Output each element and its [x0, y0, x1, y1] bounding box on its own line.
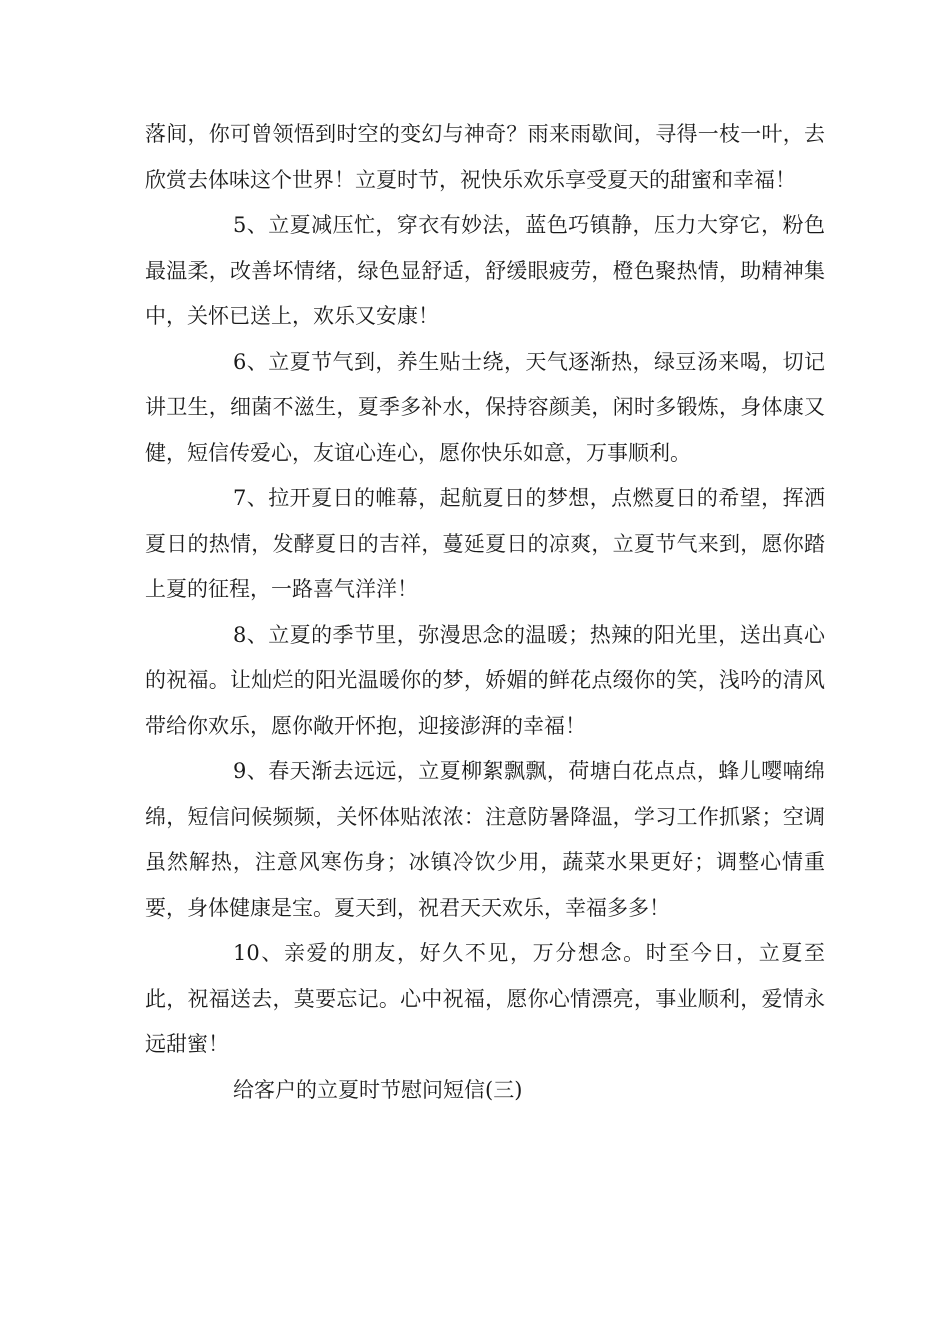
paragraph-continuation: 落间，你可曾领悟到时空的变幻与神奇？雨来雨歇间，寻得一枝一叶，去欣赏去体味这个世界！立夏时节，祝快乐欢乐享受夏天的甜蜜和幸福！: [145, 122, 825, 192]
section-heading: 给客户的立夏时节慰问短信(三): [233, 1077, 523, 1102]
paragraph-item-5: 5、立夏减压忙，穿衣有妙法，蓝色巧镇静，压力大穿它，粉色最温柔，改善坏情绪，绿色显舒适，舒缓眼疲劳，橙色聚热情，助精神集中，关怀已送上，欢乐又安康！: [145, 213, 825, 328]
document-body: [145, 112, 825, 1113]
paragraph-item-6: 6、立夏节气到，养生贴士绕，天气逐渐热，绿豆汤来喝，切记讲卫生，细菌不滋生，夏季多补水，保持容颜美，闲时多锻炼，身体康又健，短信传爱心，友谊心连心，愿你快乐如意，万事顺利。: [145, 349, 825, 465]
paragraph-item-10: 10、亲爱的朋友，好久不见，万分想念。时至今日，立夏至此，祝福送去，莫要忘记。心中祝福，愿你心情漂亮，事业顺利，爱情永远甜蜜！: [145, 941, 825, 1056]
paragraph-item-9: 9、春天渐去远远，立夏柳絮飘飘，荷塘白花点点，蜂儿嘤喃绵绵，短信问候频频，关怀体贴浓浓：注意防暑降温，学习工作抓紧；空调虽然解热，注意风寒伤身；冰镇冷饮少用，蔬菜水果更好；调整心情重要，身体健康是宝。夏天到，祝君天天欢乐，幸福多多！: [145, 759, 825, 920]
paragraph-item-7: 7、拉开夏日的帷幕，起航夏日的梦想，点燃夏日的希望，挥洒夏日的热情，发酵夏日的吉祥，蔓延夏日的凉爽，立夏节气来到，愿你踏上夏的征程，一路喜气洋洋！: [145, 486, 825, 601]
paragraph-item-8: 8、立夏的季节里，弥漫思念的温暖；热辣的阳光里，送出真心的祝福。让灿烂的阳光温暖你的梦，娇媚的鲜花点缀你的笑，浅吟的清风带给你欢乐，愿你敞开怀抱，迎接澎湃的幸福！: [145, 622, 825, 738]
